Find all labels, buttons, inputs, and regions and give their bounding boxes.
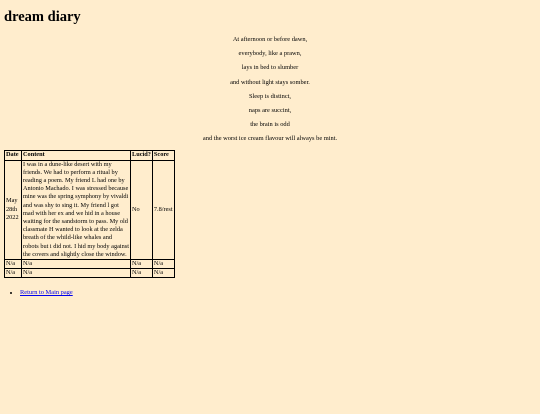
header-lucid: Lucid?	[132, 151, 151, 159]
table-row	[5, 160, 175, 259]
cell-lucid: No	[131, 160, 153, 259]
cell-lucid: N/a	[131, 269, 153, 278]
poem-line: and the worst ice cream flavour will always be mint.	[202, 135, 338, 143]
poem-line: the brain is odd	[250, 121, 290, 129]
poem-line: At afternoon or before dawn,	[232, 36, 308, 43]
header-date: Date	[5, 151, 22, 160]
cell-lucid: N/a	[131, 259, 153, 268]
table-row	[5, 259, 175, 268]
header-content: Content	[22, 151, 131, 160]
nav-item	[20, 289, 536, 297]
page-title: dream diary	[4, 9, 81, 25]
poem-line: and without light stays somber.	[230, 78, 310, 86]
cell-date: N/a	[5, 269, 22, 278]
page	[0, 9, 540, 297]
cell-score: 7.8/rest	[152, 160, 174, 259]
cell-content: N/a	[22, 259, 131, 268]
cell-score: N/a	[152, 269, 174, 278]
cell-date: May 28th 2022	[5, 160, 22, 259]
poem-line: lays in bed to slumber	[241, 64, 299, 72]
poem-line: Sleep is distinct,	[248, 92, 292, 100]
cell-score: N/a	[152, 259, 174, 268]
return-to-main-link[interactable]: Return to Main page	[20, 289, 73, 297]
table-header-row	[5, 151, 175, 160]
table-row	[5, 269, 175, 278]
cell-content: N/a	[22, 269, 131, 278]
header-score: Score	[152, 151, 174, 160]
cell-content: I was in a dune-like desert with my friends. We had to perform a ritual by reading a poem. My friend L had one by Antonio Machado. I was stressed because mine was the spring symphony by vivaldi and was shy to sing it. My friend l got mad with her ex and we hid in a house waiting for the sandstorm to pass. My old classmate H wanted to look at the zelda breath of the whild-like whales and robots but i did not. I hid my body against the covers and slightly close the window.	[23, 160, 129, 258]
poem-line: naps are succint,	[248, 106, 292, 114]
dream-table	[4, 150, 175, 278]
poem	[4, 36, 536, 143]
cell-date: N/a	[5, 259, 22, 268]
poem-line: everybody, like a prawn,	[238, 50, 302, 58]
nav-list	[4, 289, 536, 297]
